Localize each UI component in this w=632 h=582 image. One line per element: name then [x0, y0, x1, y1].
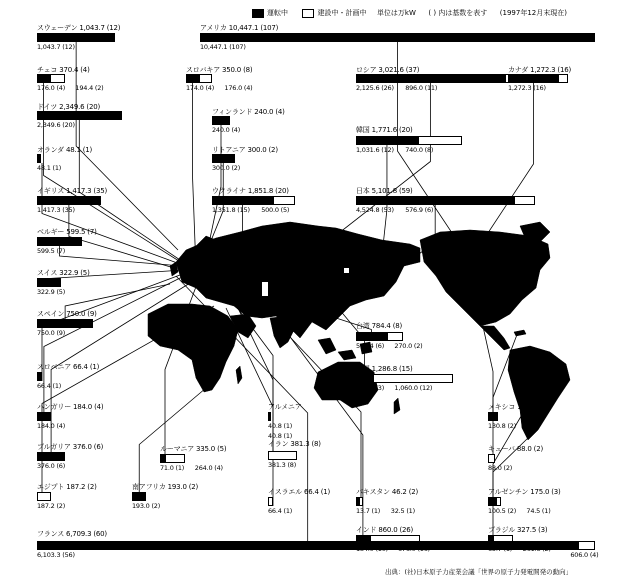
usa-label: アメリカ 10,447.1 (107): [200, 24, 279, 32]
romania-value-1: 264.0 (4): [194, 464, 223, 472]
finland-operating-bar: [212, 116, 230, 125]
germany-label: ドイツ 2,349.6 (20): [37, 103, 100, 111]
ukraine-planned-bar: [273, 196, 296, 205]
india-label: インド 860.0 (26): [356, 526, 414, 534]
armenia-label: アルメニア: [268, 403, 302, 411]
ukraine-value-0: 1,351.8 (15): [212, 206, 250, 214]
pakistan-label: パキスタン 46.2 (2): [356, 488, 419, 496]
czech-value-1: 194.4 (2): [75, 84, 104, 92]
legend-operating: 運転中: [267, 9, 288, 17]
egypt-label: エジプト 187.2 (2): [37, 483, 97, 491]
france-value-1: 606.0 (4): [570, 551, 599, 559]
sweden-value-0: 1,043.7 (12): [37, 43, 75, 51]
france-operating-bar: [37, 541, 578, 550]
china-operating-bar: [356, 374, 373, 383]
finland-value-0: 240.0 (4): [212, 126, 241, 134]
iran-value-0: 381.3 (8): [268, 461, 297, 469]
legend-note: ( ) 内は基数を表す: [428, 9, 488, 17]
france-planned-bar: [578, 541, 595, 550]
caribbean-islands: [514, 330, 526, 336]
france-value-0: 6,103.3 (56): [37, 551, 75, 559]
uk-label: イギリス 1,417.3 (35): [37, 187, 107, 195]
romania-value-0: 71.0 (1): [160, 464, 185, 472]
israel-planned-bar: [268, 497, 273, 506]
operating-swatch: [252, 9, 264, 18]
japan-value-1: 576.9 (6): [405, 206, 434, 214]
taiwan-planned-bar: [387, 332, 403, 341]
canada-leader-line: [480, 83, 533, 245]
slovakia-planned-bar: [199, 74, 212, 83]
hungary-operating-bar: [37, 412, 51, 421]
spain-operating-bar: [37, 319, 93, 328]
north-america-landmass: [420, 230, 550, 326]
taiwan-value-0: 514.4 (6): [356, 342, 385, 350]
canada-value-0: 1,272.3 (16): [508, 84, 546, 92]
slovakia-value-1: 176.0 (4): [224, 84, 253, 92]
cuba-label: キューバ 88.0 (2): [488, 445, 544, 453]
southafrica-operating-bar: [132, 492, 146, 501]
pakistan-leader-line: [272, 318, 361, 506]
czech-planned-bar: [50, 74, 65, 83]
brazil-label: ブラジル 327.5 (3): [488, 526, 548, 534]
switzerland-value-0: 322.9 (5): [37, 288, 66, 296]
legend-planned: 建設中・計画中: [317, 9, 367, 17]
pakistan-value-1: 32.5 (1): [390, 507, 415, 515]
korea-label: 韓国 1,771.6 (20): [356, 126, 413, 134]
uk-operating-bar: [37, 196, 101, 205]
taiwan-label: 台湾 784.4 (8): [356, 322, 403, 330]
russia-leader-line: [330, 83, 430, 240]
pakistan-value-0: 13.7 (1): [356, 507, 381, 515]
africa-landmass: [148, 304, 238, 392]
netherlands-label: オランダ 48.1 (1): [37, 146, 93, 154]
belgium-operating-bar: [37, 237, 82, 246]
south-america-landmass: [508, 346, 570, 440]
new-zealand-landmass: [394, 398, 400, 414]
russia-value-0: 2,125.6 (26): [356, 84, 394, 92]
china-planned-bar: [373, 374, 453, 383]
lithuania-value-0: 300.0 (2): [212, 164, 241, 172]
planned-swatch: [302, 9, 314, 18]
korea-value-0: 1,031.6 (12): [356, 146, 394, 154]
lithuania-operating-bar: [212, 154, 235, 163]
armenia-value-0: 40.8 (1): [268, 422, 293, 430]
japan-value-0: 4,524.8 (53): [356, 206, 394, 214]
sweden-label: スウェーデン 1,043.7 (12): [37, 24, 121, 32]
uk-leader-line: [69, 205, 174, 268]
russia-label: ロシア 3,021.6 (37): [356, 66, 420, 74]
slovakia-leader-line: [193, 83, 196, 270]
belgium-label: ベルギー 599.5 (7): [37, 228, 97, 236]
argentina-planned-bar: [496, 497, 502, 506]
slovenia-label: スロベニア 66.4 (1): [37, 363, 100, 371]
cuba-planned-bar: [488, 454, 495, 463]
bulgaria-value-0: 376.0 (6): [37, 462, 66, 470]
netherlands-operating-bar: [37, 154, 41, 163]
southafrica-label: 南アフリカ 193.0 (2): [132, 483, 199, 491]
russia-operating-bar: [356, 74, 505, 83]
spain-label: スペイン 750.0 (9): [37, 310, 97, 318]
germany-operating-bar: [37, 111, 122, 120]
switzerland-operating-bar: [37, 278, 61, 287]
israel-label: イスラエル 66.4 (1): [268, 488, 331, 496]
taiwan-value-1: 270.0 (2): [394, 342, 423, 350]
china-label: 中国 1,286.8 (15): [356, 365, 413, 373]
china-value-0: 226.8 (3): [356, 384, 385, 392]
korea-value-1: 740.0 (8): [405, 146, 434, 154]
india-landmass: [270, 316, 296, 348]
egypt-value-0: 187.2 (2): [37, 502, 66, 510]
southafrica-value-0: 193.0 (2): [132, 502, 161, 510]
lithuania-label: リトアニア 300.0 (2): [212, 146, 278, 154]
hungary-label: ハンガリー 184.0 (4): [37, 403, 104, 411]
canada-operating-bar: [508, 74, 559, 83]
mexico-label: メキシコ 130.8 (2): [488, 403, 548, 411]
iran-planned-bar: [268, 451, 297, 460]
romania-planned-bar: [165, 454, 185, 463]
belgium-value-0: 599.5 (7): [37, 247, 66, 255]
israel-value-0: 66.4 (1): [268, 507, 293, 515]
usa-value-0: 10,447.1 (107): [200, 43, 246, 51]
japan-operating-bar: [356, 196, 514, 205]
pakistan-planned-bar: [359, 497, 363, 506]
finland-label: フィンランド 240.0 (4): [212, 108, 285, 116]
russia-value-1: 896.0 (11): [405, 84, 438, 92]
spain-value-0: 750.0 (9): [37, 329, 66, 337]
legend-date: (1997年12月末現在): [499, 9, 567, 17]
ukraine-operating-bar: [212, 196, 273, 205]
japan-planned-bar: [514, 196, 534, 205]
bulgaria-label: ブルガリア 376.0 (6): [37, 443, 104, 451]
armenia-operating-bar: [268, 412, 271, 421]
slovakia-label: スロバキア 350.0 (8): [186, 66, 253, 74]
usa-operating-bar: [200, 33, 595, 42]
japan-label: 日本 5,101.8 (59): [356, 187, 413, 195]
sweden-operating-bar: [37, 33, 115, 42]
china-value-1: 1,060.0 (12): [394, 384, 433, 392]
argentina-value-1: 74.5 (1): [526, 507, 551, 515]
madagascar-landmass: [236, 366, 242, 384]
mexico-value-0: 130.8 (2): [488, 422, 517, 430]
uk-value-0: 1,417.3 (35): [37, 206, 75, 214]
germany-value-0: 2,349.6 (20): [37, 121, 75, 129]
legend: [252, 6, 567, 20]
korea-operating-bar: [356, 136, 418, 145]
slovenia-operating-bar: [37, 372, 42, 381]
armenia-value-1: 40.8 (1): [268, 432, 293, 440]
taiwan-operating-bar: [356, 332, 387, 341]
canada-label: カナダ 1,272.3 (16): [508, 66, 571, 74]
argentina-label: アルゼンチン 175.0 (3): [488, 488, 561, 496]
cuba-value-0: 88.0 (2): [488, 464, 513, 472]
source-note: 出典：(社)日本原子力産業会議「世界の原子力発電開発の動向」: [385, 568, 573, 576]
slovakia-operating-bar: [186, 74, 199, 83]
ukraine-label: ウクライナ 1,851.8 (20): [212, 187, 289, 195]
ukraine-value-1: 500.0 (5): [261, 206, 290, 214]
argentina-value-0: 100.5 (2): [488, 507, 517, 515]
slovenia-value-0: 66.4 (1): [37, 382, 62, 390]
central-america-landmass: [480, 326, 510, 350]
romania-label: ルーマニア 335.0 (5): [160, 445, 227, 453]
argentina-operating-bar: [488, 497, 496, 506]
france-label: フランス 6,709.3 (60): [37, 530, 107, 538]
hungary-value-0: 184.0 (4): [37, 422, 66, 430]
czech-operating-bar: [37, 74, 50, 83]
korea-planned-bar: [418, 136, 462, 145]
legend-unit: 単位は万kW: [376, 9, 416, 17]
slovakia-value-0: 174.0 (4): [186, 84, 215, 92]
switzerland-label: スイス 322.9 (5): [37, 269, 90, 277]
bulgaria-operating-bar: [37, 452, 65, 461]
mexico-operating-bar: [488, 412, 498, 421]
netherlands-value-0: 48.1 (1): [37, 164, 62, 172]
egypt-planned-bar: [37, 492, 51, 501]
czech-value-0: 176.0 (4): [37, 84, 66, 92]
iran-label: イラン 381.3 (8): [268, 440, 321, 448]
czech-label: チェコ 370.4 (4): [37, 66, 90, 74]
